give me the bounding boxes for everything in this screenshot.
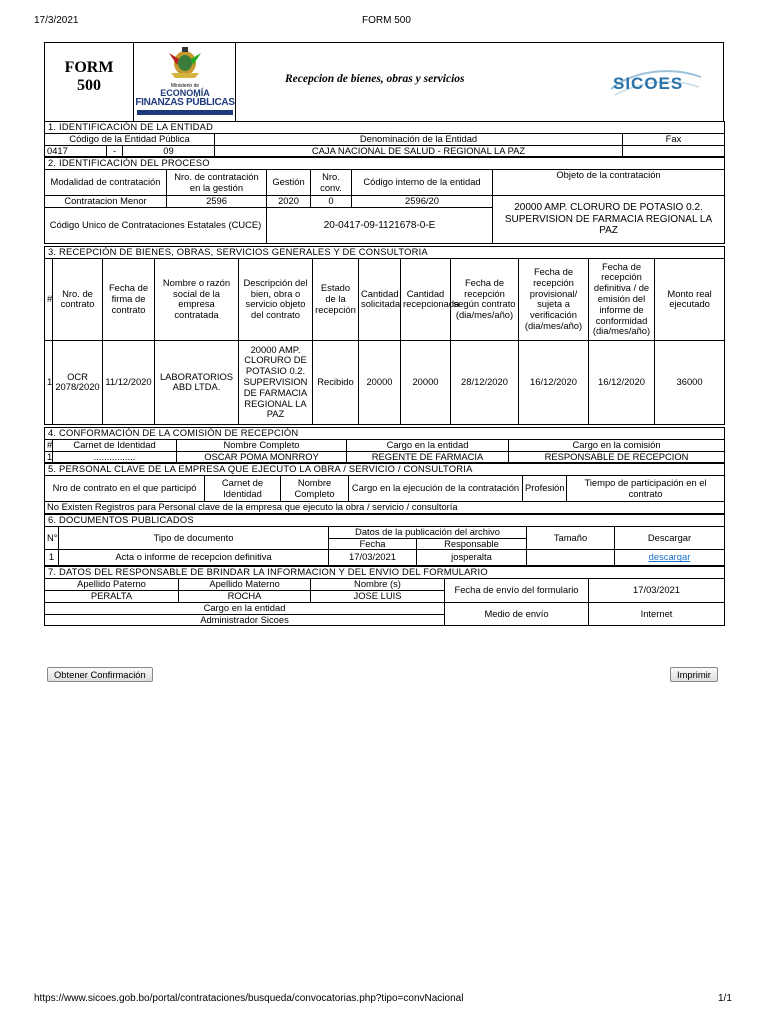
commission-position-header: Cargo en la comisión bbox=[509, 439, 725, 451]
table-row bbox=[45, 550, 725, 566]
row-index: 1 bbox=[45, 340, 53, 424]
row-final-date: 16/12/2020 bbox=[589, 340, 655, 424]
year-header: Gestión bbox=[267, 170, 311, 196]
form-frame bbox=[44, 42, 724, 626]
send-medium-header: Medio de envío bbox=[445, 602, 589, 626]
doc-size-header: Tamaño bbox=[527, 526, 615, 550]
section-3-title: 3. RECEPCIÓN DE BIENES, OBRAS, SERVICIOS GENERALES Y DE CONSULTORIA bbox=[45, 247, 725, 259]
col-sign-date-header: Fecha de firma de contrato bbox=[103, 258, 155, 340]
row-reception-date: 28/12/2020 bbox=[451, 340, 519, 424]
doc-responsible-header: Responsable bbox=[417, 538, 527, 550]
col-contract-number-header: Nro. de contrato bbox=[53, 258, 103, 340]
commission-id: ................ bbox=[53, 451, 177, 463]
section-6-table bbox=[44, 514, 725, 566]
mother-name-value: ROCHA bbox=[179, 591, 311, 603]
send-medium-value: Internet bbox=[589, 602, 725, 626]
position-value: Administrador Sicoes bbox=[45, 614, 445, 626]
staff-name-header: Nombre Completo bbox=[281, 476, 349, 502]
print-page-number: 1/1 bbox=[718, 993, 732, 1004]
position-header: Cargo en la entidad bbox=[45, 602, 445, 614]
first-name-value: JOSE LUIS bbox=[311, 591, 445, 603]
row-contract-number: OCR 2078/2020 bbox=[53, 340, 103, 424]
commission-name: OSCAR POMA MONRROY bbox=[177, 451, 347, 463]
section-2-table bbox=[44, 157, 725, 244]
print-title: FORM 500 bbox=[362, 15, 411, 26]
commission-role-header: Cargo en la entidad bbox=[347, 439, 509, 451]
row-qty-requested: 20000 bbox=[359, 340, 401, 424]
entity-name: CAJA NACIONAL DE SALUD - REGIONAL LA PAZ bbox=[215, 145, 623, 157]
entity-code-separator: - bbox=[107, 145, 123, 157]
mother-name-header: Apellido Materno bbox=[179, 579, 311, 591]
row-amount: 36000 bbox=[655, 340, 725, 424]
doc-index: 1 bbox=[45, 550, 59, 566]
object-header: Objeto de la contratación bbox=[493, 170, 725, 196]
doc-type: Acta o informe de recepcion definitiva bbox=[59, 550, 329, 566]
table-row bbox=[45, 340, 725, 424]
section-1-title: 1. IDENTIFICACIÓN DE LA ENTIDAD bbox=[45, 122, 725, 134]
download-link[interactable]: descargar bbox=[648, 551, 691, 563]
entity-code-b: 09 bbox=[123, 145, 215, 157]
ministry-logo: Ministerio de ECONOMÍA FINANZAS PÚBLICAS bbox=[135, 43, 235, 121]
col-company-header: Nombre o razón social de la empresa contratada bbox=[155, 258, 239, 340]
entity-code-header: Código de la Entidad Pública bbox=[45, 133, 215, 145]
section-1-table bbox=[44, 121, 725, 157]
contract-number-value: 2596 bbox=[167, 196, 267, 208]
section-6-title: 6. DOCUMENTOS PUBLICADOS bbox=[45, 514, 725, 526]
col-description-header: Descripción del bien, obra o servicio objeto del contrato bbox=[239, 258, 313, 340]
staff-empty-note: No Existen Registros para Personal clave de la empresa que ejecuto la obra / servicio / consultoría bbox=[45, 502, 725, 514]
send-date-header: Fecha de envío del formulario bbox=[445, 579, 589, 603]
sicoes-logo: SICOES bbox=[605, 65, 705, 101]
last-name-header: Apellido Paterno bbox=[45, 579, 179, 591]
cuce-value: 20-0417-09-1121678-0-E bbox=[267, 208, 493, 244]
contract-number-header: Nro. de contratación en la gestión bbox=[167, 170, 267, 196]
entity-name-header: Denominación de la Entidad bbox=[215, 133, 623, 145]
section-5-title: 5. PERSONAL CLAVE DE LA EMPRESA QUE EJECUTO LA OBRA / SERVICIO / CONSULTORIA bbox=[45, 464, 725, 476]
doc-publication-header: Datos de la publicación del archivo bbox=[329, 526, 527, 538]
entity-code-a: 0417 bbox=[45, 145, 107, 157]
doc-type-header: Tipo de documento bbox=[59, 526, 329, 550]
form-title: FORM 500 bbox=[45, 43, 134, 121]
doc-index-header: N° bbox=[45, 526, 59, 550]
print-date: 17/3/2021 bbox=[34, 15, 79, 26]
conv-value: 0 bbox=[311, 196, 352, 208]
section-4-title: 4. CONFORMACIÓN DE LA COMISIÓN DE RECEPCIÓN bbox=[45, 427, 725, 439]
commission-role: REGENTE DE FARMACIA bbox=[347, 451, 509, 463]
last-name-value: PERALTA bbox=[45, 591, 179, 603]
print-url: https://www.sicoes.gob.bo/portal/contrataciones/busqueda/convocatorias.php?tipo=convNacional bbox=[34, 993, 464, 1004]
row-qty-received: 20000 bbox=[401, 340, 451, 424]
conv-header: Nro. conv. bbox=[311, 170, 352, 196]
year-value: 2020 bbox=[267, 196, 311, 208]
form-header bbox=[44, 42, 724, 121]
doc-size bbox=[527, 550, 615, 566]
section-3-table bbox=[44, 246, 725, 425]
section-5-table bbox=[44, 463, 725, 514]
first-name-header: Nombre (s) bbox=[311, 579, 445, 591]
cuce-header: Código Unico de Contrataciones Estatales (CUCE) bbox=[45, 208, 267, 244]
internal-code-header: Código interno de la entidad bbox=[352, 170, 493, 196]
col-index-header: # bbox=[45, 258, 53, 340]
commission-position: RESPONSABLE DE RECEPCION bbox=[509, 451, 725, 463]
commission-index-header: # bbox=[45, 439, 53, 451]
object-value: 20000 AMP. CLORURO DE POTASIO 0.2. SUPERVISION DE FARMACIA REGIONAL LA PAZ bbox=[493, 196, 725, 244]
col-reception-date-header: Fecha de recepción según contrato (dia/mes/año) bbox=[451, 258, 519, 340]
print-button[interactable]: Imprimir bbox=[670, 667, 718, 682]
col-qty-requested-header: Cantidad solicitada bbox=[359, 258, 401, 340]
section-2-title: 2. IDENTIFICACIÓN DEL PROCESO bbox=[45, 158, 725, 170]
fax-value bbox=[623, 145, 725, 157]
staff-id-header: Carnet de Identidad bbox=[205, 476, 281, 502]
col-amount-header: Monto real ejecutado bbox=[655, 258, 725, 340]
section-4-table bbox=[44, 427, 725, 463]
col-provisional-date-header: Fecha de recepción provisional/ sujeta a verificación (dia/mes/año) bbox=[519, 258, 589, 340]
commission-name-header: Nombre Completo bbox=[177, 439, 347, 451]
row-sign-date: 11/12/2020 bbox=[103, 340, 155, 424]
staff-role-header: Cargo en la ejecución de la contratación bbox=[349, 476, 523, 502]
col-status-header: Estado de la recepción bbox=[313, 258, 359, 340]
fax-header: Fax bbox=[623, 133, 725, 145]
section-7-table bbox=[44, 566, 725, 626]
doc-date-header: Fecha bbox=[329, 538, 417, 550]
row-company: LABORATORIOS ABD LTDA. bbox=[155, 340, 239, 424]
internal-code-value: 2596/20 bbox=[352, 196, 493, 208]
coat-of-arms-icon bbox=[165, 45, 205, 79]
modality-header: Modalidad de contratación bbox=[45, 170, 167, 196]
commission-index: 1 bbox=[45, 451, 53, 463]
form-subtitle: Recepcion de bienes, obras y servicios bbox=[285, 73, 465, 85]
row-provisional-date: 16/12/2020 bbox=[519, 340, 589, 424]
get-confirmation-button[interactable]: Obtener Confirmación bbox=[47, 667, 153, 682]
staff-time-header: Tiempo de participación en el contrato bbox=[567, 476, 725, 502]
commission-id-header: Carnet de Identidad bbox=[53, 439, 177, 451]
doc-date: 17/03/2021 bbox=[329, 550, 417, 566]
staff-profession-header: Profesión bbox=[523, 476, 567, 502]
staff-contract-header: Nro de contrato en el que participó bbox=[45, 476, 205, 502]
table-row bbox=[45, 451, 725, 463]
col-qty-received-header: Cantidad recepcionada bbox=[401, 258, 451, 340]
row-status: Recibido bbox=[313, 340, 359, 424]
doc-download-header: Descargar bbox=[615, 526, 725, 550]
row-description: 20000 AMP. CLORURO DE POTASIO 0.2. SUPERVISION DE FARMACIA REGIONAL LA PAZ bbox=[239, 340, 313, 424]
col-final-date-header: Fecha de recepción definitiva / de emisión del informe de conformidad (dia/mes/año) bbox=[589, 258, 655, 340]
send-date-value: 17/03/2021 bbox=[589, 579, 725, 603]
doc-responsible: josperalta bbox=[417, 550, 527, 566]
section-7-title: 7. DATOS DEL RESPONSABLE DE BRINDAR LA INFORMACION Y DEL ENVIO DEL FORMULARIO bbox=[45, 567, 725, 579]
modality-value: Contratacion Menor bbox=[45, 196, 167, 208]
